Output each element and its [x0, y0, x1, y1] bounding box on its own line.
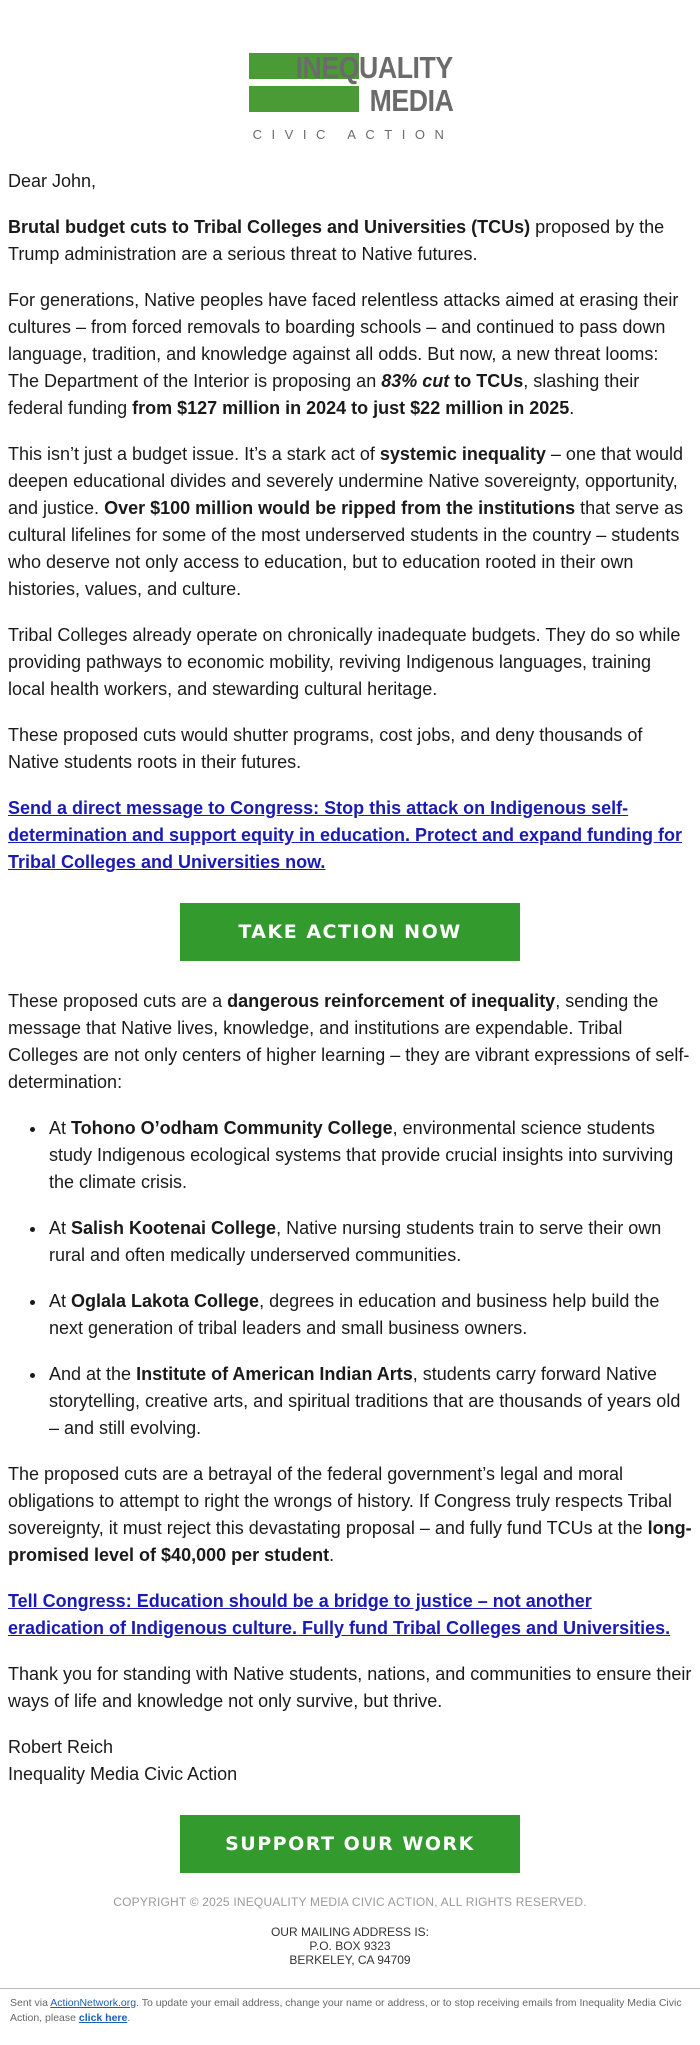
inequality-media-logo[interactable] — [249, 52, 455, 144]
message-congress-link-paragraph — [8, 795, 692, 876]
copyright-notice: COPYRIGHT © 2025 INEQUALITY MEDIA CIVIC ACTION, ALL RIGHTS RESERVED. — [113, 1895, 587, 1909]
tell-congress-link-paragraph — [8, 1588, 692, 1642]
message-congress-link[interactable]: Send a direct message to Congress: Stop this attack on Indigenous self-determination and support equity in education. Protect and expand funding for Tribal Colleges and Universities now. — [8, 798, 683, 872]
support-container — [8, 1815, 692, 1873]
cta-container — [8, 903, 692, 961]
logo-subtitle: CIVIC ACTION — [252, 127, 454, 142]
take-action-button[interactable]: TAKE ACTION NOW — [180, 903, 520, 961]
actionnetwork-link[interactable]: ActionNetwork.org — [50, 1997, 137, 2009]
signature-name: Robert Reich — [8, 1737, 114, 1757]
signature — [8, 1734, 692, 1788]
paragraph-reinforcement: These proposed cuts are a dangerous reinforcement of inequality, sending the message that Native lives, knowledge, and institutions are expendable. Tribal Colleges are not only centers of higher learning – they are vibrant expressions of self-determination: — [8, 991, 690, 1092]
paragraph-inequality: This isn’t just a budget issue. It’s a stark act of systemic inequality – one that would deepen educational divides and severely undermine Native sovereignty, opportunity, and justice. Over $100 million would be ripped from the institutions that serve as cultural lifelines for some of the most underserved students in the country – students who deserve not only access to education, but to education rooted in their own histories, values, and culture. — [8, 444, 684, 599]
mailing-address — [0, 1925, 700, 1967]
list-item: • At Tohono O’odham Community College, environmental science students study Indigenous ecological systems that provide crucial insights into surviving the climate crisis. — [47, 1115, 692, 1196]
address-line-2: BERKELEY, CA 94709 — [289, 1953, 411, 1967]
list-item: • At Salish Kootenai College, Native nursing students train to serve their own rural and often medically underserved communities. — [47, 1215, 692, 1269]
logo-bar-bottom — [249, 86, 359, 112]
email-body — [8, 168, 692, 1873]
list-item: • And at the Institute of American Indian Arts, students carry forward Native storytelling, creative arts, and spiritual traditions that are thousands of years old – and still evolving. — [47, 1361, 692, 1442]
paragraph-betrayal: The proposed cuts are a betrayal of the federal government’s legal and moral obligations to attempt to right the wrongs of history. If Congress truly respects Tribal sovereignty, it must reject this devastating proposal – and fully fund TCUs at the long-promised level of $40,000 per student. — [8, 1464, 692, 1565]
paragraph-thanks: Thank you for standing with Native students, nations, and communities to ensure their ways of life and knowledge not only survive, but thrive. — [8, 1664, 692, 1711]
logo-word-inequality: INEQUALITY — [295, 50, 453, 85]
support-our-work-button[interactable]: SUPPORT OUR WORK — [180, 1815, 520, 1873]
list-item: • At Oglala Lakota College, degrees in education and business help build the next generation of tribal leaders and small business owners. — [47, 1288, 692, 1342]
address-line-1: P.O. BOX 9323 — [309, 1939, 391, 1953]
unsubscribe-link[interactable]: click here — [78, 2012, 128, 2024]
greeting: Dear John, — [8, 171, 97, 191]
signature-org: Inequality Media Civic Action — [8, 1764, 238, 1784]
paragraph-budgets: Tribal Colleges already operate on chronically inadequate budgets. They do so while providing pathways to economic mobility, reviving Indigenous languages, training local health workers, and stewarding cultural heritage. — [8, 625, 681, 699]
address-heading: OUR MAILING ADDRESS IS: — [270, 1925, 430, 1939]
footer-divider — [0, 1988, 700, 1989]
tell-congress-link[interactable]: Tell Congress: Education should be a bridge to justice – not another eradication of Indigenous culture. Fully fund Tribal Colleges and Universities. — [8, 1591, 671, 1638]
paragraph-intro: Brutal budget cuts to Tribal Colleges and Universities (TCUs) proposed by the Trump administration are a serious threat to Native futures. — [8, 217, 665, 264]
footer-note: Sent via ActionNetwork.org. To update your email address, change your name or address, or to stop receiving emails from Inequality Media Civic Action, please click here. — [10, 1997, 682, 2024]
paragraph-history: For generations, Native peoples have faced relentless attacks aimed at erasing their cultures – from forced removals to boarding schools – and continued to pass down language, tradition, and knowledge against all odds. But now, a new threat looms: The Department of the Interior is proposing an 83% cut to TCUs, slashing their federal funding from $127 million in 2024 to just $22 million in 2025. — [8, 290, 679, 418]
logo-word-media: MEDIA — [369, 83, 453, 118]
paragraph-cuts: These proposed cuts would shutter programs, cost jobs, and deny thousands of Native students roots in their futures. — [8, 725, 643, 772]
college-list — [8, 1115, 692, 1442]
